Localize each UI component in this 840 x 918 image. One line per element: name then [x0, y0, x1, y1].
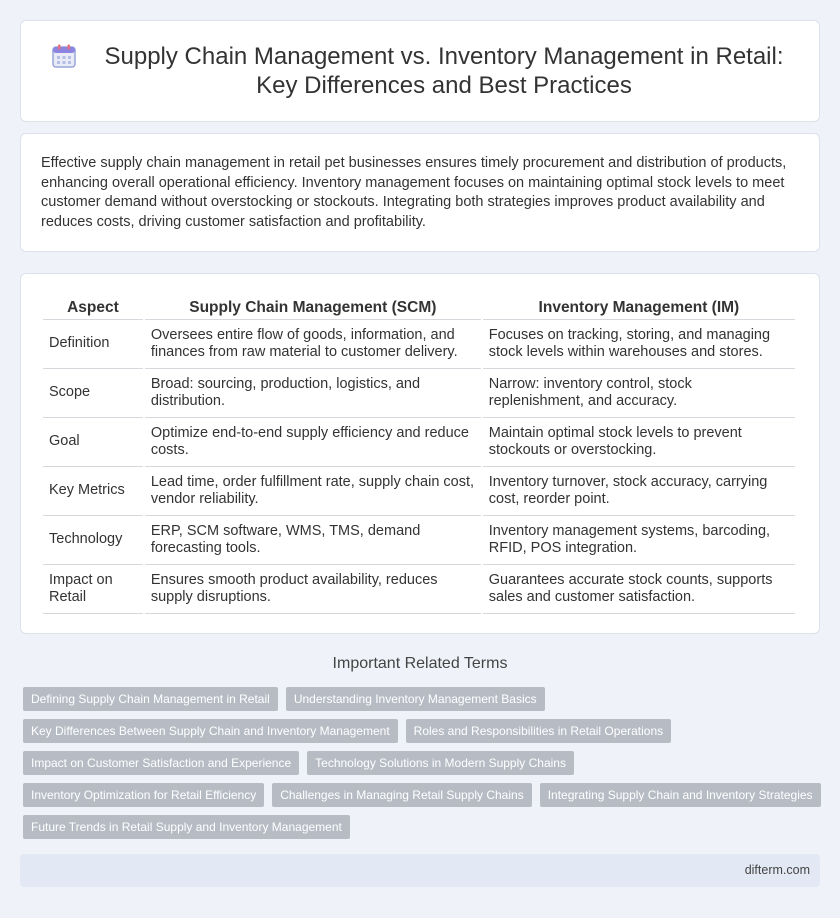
im-cell: Inventory turnover, stock accuracy, carrying cost, reorder point. — [483, 467, 795, 516]
comparison-card — [20, 273, 820, 634]
page-title: Supply Chain Management vs. Inventory Management in Retail: Key Differences and Best Practices — [104, 43, 784, 99]
aspect-cell: Impact on Retail — [43, 565, 143, 614]
footer — [20, 854, 820, 887]
related-terms-list — [23, 687, 823, 839]
header-aspect: Aspect — [43, 294, 143, 320]
related-term-tag[interactable]: Key Differences Between Supply Chain and Inventory Management — [23, 719, 398, 743]
related-term-tag[interactable]: Inventory Optimization for Retail Efficiency — [23, 783, 264, 807]
im-cell: Inventory management systems, barcoding, RFID, POS integration. — [483, 516, 795, 565]
related-term-tag[interactable]: Defining Supply Chain Management in Retail — [23, 687, 278, 711]
scm-cell: Ensures smooth product availability, reduces supply disruptions. — [145, 565, 481, 614]
related-term-tag[interactable]: Technology Solutions in Modern Supply Chains — [307, 751, 574, 775]
related-terms-heading: Important Related Terms — [332, 655, 508, 672]
im-cell: Focuses on tracking, storing, and managing stock levels within warehouses and stores. — [483, 320, 795, 369]
im-cell: Narrow: inventory control, stock replenishment, and accuracy. — [483, 369, 795, 418]
related-term-tag[interactable]: Challenges in Managing Retail Supply Chains — [272, 783, 531, 807]
related-term-tag[interactable]: Roles and Responsibilities in Retail Operations — [406, 719, 671, 743]
aspect-cell: Key Metrics — [43, 467, 143, 516]
scm-cell: ERP, SCM software, WMS, TMS, demand forecasting tools. — [145, 516, 481, 565]
aspect-cell: Technology — [43, 516, 143, 565]
related-term-tag[interactable]: Understanding Inventory Management Basics — [286, 687, 545, 711]
aspect-cell: Scope — [43, 369, 143, 418]
title-card — [20, 20, 820, 122]
table-row — [43, 467, 795, 516]
table-row — [43, 320, 795, 369]
aspect-cell: Definition — [43, 320, 143, 369]
im-cell: Guarantees accurate stock counts, supports sales and customer satisfaction. — [483, 565, 795, 614]
scm-cell: Optimize end-to-end supply efficiency and reduce costs. — [145, 418, 481, 467]
related-term-tag[interactable]: Integrating Supply Chain and Inventory Strategies — [540, 783, 821, 807]
table-row — [43, 418, 795, 467]
scm-cell: Broad: sourcing, production, logistics, and distribution. — [145, 369, 481, 418]
table-row — [43, 516, 795, 565]
header-scm: Supply Chain Management (SCM) — [145, 294, 481, 320]
intro-card — [20, 133, 820, 252]
site-name[interactable]: difterm.com — [744, 863, 810, 877]
table-row — [43, 369, 795, 418]
header-im: Inventory Management (IM) — [483, 294, 795, 320]
comparison-table — [41, 294, 797, 614]
calendar-icon — [51, 43, 77, 69]
scm-cell: Lead time, order fulfillment rate, supply chain cost, vendor reliability. — [145, 467, 481, 516]
related-term-tag[interactable]: Impact on Customer Satisfaction and Experience — [23, 751, 299, 775]
aspect-cell: Goal — [43, 418, 143, 467]
scm-cell: Oversees entire flow of goods, information, and finances from raw material to customer delivery. — [145, 320, 481, 369]
table-row — [43, 565, 795, 614]
related-term-tag[interactable]: Future Trends in Retail Supply and Inventory Management — [23, 815, 350, 839]
table-header-row — [43, 294, 795, 320]
intro-paragraph: Effective supply chain management in retail pet businesses ensures timely procurement and distribution of products, enhancing overall operational efficiency. Inventory management focuses on maintaining optimal stock levels to meet customer demand without overstocking or stockouts. Integrating both strategies improves product availability and reduces costs, driving customer satisfaction and profitability. — [41, 155, 787, 230]
im-cell: Maintain optimal stock levels to prevent stockouts or overstocking. — [483, 418, 795, 467]
